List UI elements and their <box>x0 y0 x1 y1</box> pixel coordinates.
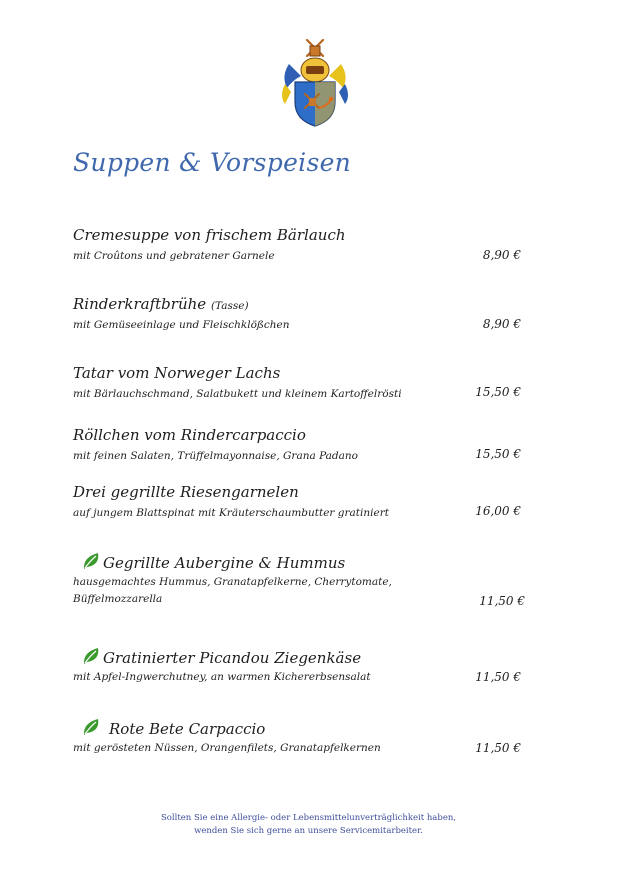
menu-item-name: Tatar vom Norweger Lachs <box>73 364 281 382</box>
menu-item-vegetarian <box>73 646 533 686</box>
green-leaf-icon <box>81 551 101 571</box>
menu-item-price: 15,50 € <box>475 385 521 399</box>
menu-item <box>73 364 533 403</box>
menu-item-description <box>73 574 533 608</box>
menu-item-price: 11,50 € <box>479 594 525 608</box>
menu-item-name: Gegrillte Aubergine & Hummus <box>103 554 346 572</box>
menu-item-price: 8,90 € <box>482 317 521 331</box>
menu-item-name: Drei gegrillte Riesengarnelen <box>73 483 299 501</box>
menu-item <box>73 483 533 522</box>
menu-item-description: mit gerösteten Nüssen, Orangenfilets, Granatapfelkernen <box>73 742 381 754</box>
menu-item-description: mit Gemüseeinlage und Fleischklößchen <box>73 319 290 331</box>
menu-item-price: 11,50 € <box>475 670 521 684</box>
allergy-notice-line1: Sollten Sie eine Allergie- oder Lebensmittelunverträglichkeit haben, <box>160 813 457 823</box>
menu-item-name: Rinderkraftbrühe <box>73 295 207 313</box>
menu-item-vegetarian <box>73 717 533 757</box>
menu-item-price: 16,00 € <box>475 504 521 518</box>
menu-item <box>73 426 533 465</box>
menu-item-description: auf jungem Blattspinat mit Kräuterschaumbutter gratiniert <box>73 507 389 519</box>
menu-item-description: mit Croûtons und gebratener Garnele <box>73 250 275 262</box>
menu-item-name-row <box>73 717 533 738</box>
allergy-notice-line2: wenden Sie sich gerne an unsere Servicemitarbeiter. <box>194 826 423 836</box>
menu-item-name-row <box>73 295 533 313</box>
menu-item-description: mit Bärlauchschmand, Salatbukett und kleinem Kartoffelrösti <box>73 388 402 400</box>
menu-item-price: 11,50 € <box>475 741 521 755</box>
menu-item-name: Gratinierter Picandou Ziegenkäse <box>103 649 362 667</box>
menu-item-description: mit feinen Salaten, Trüffelmayonnaise, Grana Padano <box>73 450 358 462</box>
menu-item-price: 8,90 € <box>482 248 521 262</box>
allergy-notice <box>0 812 617 838</box>
menu-item-name-row <box>73 646 533 667</box>
green-leaf-icon <box>81 717 101 737</box>
menu-item <box>73 226 533 265</box>
menu-item-description-line2: Büffelmozzarella <box>73 593 163 605</box>
coat-of-arms-icon <box>279 36 351 128</box>
menu-item-name: Cremesuppe von frischem Bärlauch <box>73 226 346 244</box>
menu-item-description-line1: hausgemachtes Hummus, Granatapfelkerne, Cherrytomate, <box>73 576 392 588</box>
menu-item-name: Rote Bete Carpaccio <box>109 720 266 738</box>
menu-item-name: Röllchen vom Rindercarpaccio <box>73 426 306 444</box>
menu-item-price: 15,50 € <box>475 447 521 461</box>
page-title: Suppen & Vorspeisen <box>73 148 352 177</box>
menu-item-name-row <box>73 551 533 572</box>
menu-item-description: mit Apfel-Ingwerchutney, an warmen Kichererbsensalat <box>73 671 371 683</box>
menu-item-note: (Tasse) <box>210 300 249 312</box>
menu-item <box>73 295 533 334</box>
green-leaf-icon <box>81 646 101 666</box>
menu-item-vegetarian <box>73 551 533 608</box>
